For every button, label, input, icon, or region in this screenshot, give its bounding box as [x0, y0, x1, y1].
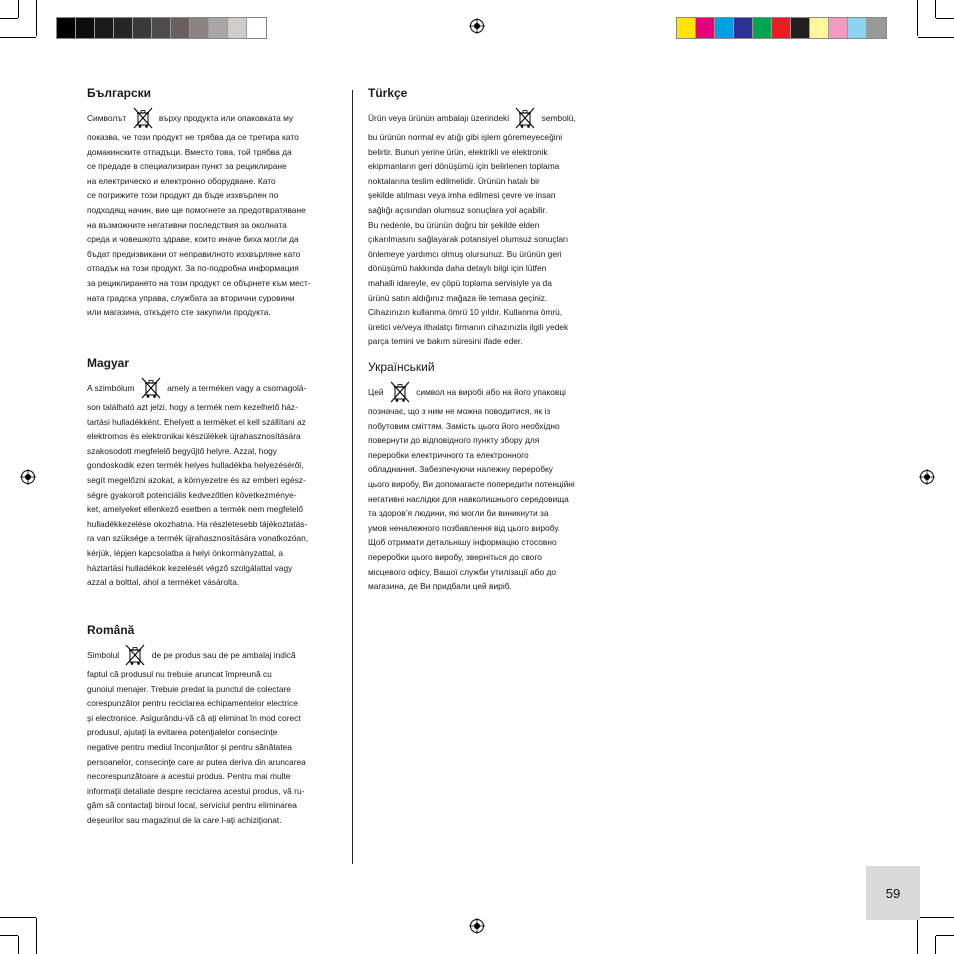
color-swatch	[696, 18, 715, 38]
registration-mark-icon	[919, 469, 935, 485]
text-line: ségre gyakorolt potenciális kedvezőtlen következménye-	[87, 489, 297, 500]
color-swatch	[114, 18, 133, 38]
text-line: ekipmanların geri dönüşümü için belirlenen toplama	[368, 161, 560, 172]
text-line: позначає, що з ним не можна поводитися, як із	[368, 406, 551, 416]
color-swatch	[57, 18, 76, 38]
text-line: necorespunzătoare a acestui produs. Pentru mai multe	[87, 771, 291, 782]
text-line: son található azt jelzi, hogy a termék nem kezelhető ház-	[87, 402, 298, 412]
text-line: bu ürünün normal ev atığı gibi işlem göremeyeceğini	[368, 132, 563, 142]
text-line: отпадък на този продукт. За по-подробна информация	[87, 263, 299, 274]
color-swatch	[209, 18, 228, 38]
text-line: обладнання. Забезпечуючи належну переробку	[368, 464, 553, 475]
text-line: szakosodott megfelelő begyűjtő helyre. Azzal, hogy	[87, 445, 277, 456]
text-line: та здоров’я людини, які могли би виникнути за	[368, 508, 549, 519]
text-line: Cihazınızın kullanma ömrü 10 yıldır. Kullanma ömrü,	[368, 307, 563, 318]
text-line: ürünü satın aldığınız mağaza ile temasa geçiniz.	[368, 292, 548, 303]
crossed-out-wheelie-bin-icon	[140, 376, 162, 400]
column-divider	[352, 90, 353, 864]
text-line: üretici ve/veya ithalatçı firmanın cihazınızla ilgili yedek	[368, 321, 569, 332]
crop-mark	[917, 918, 918, 954]
color-swatch	[76, 18, 95, 38]
page-number: 59	[866, 866, 920, 920]
text-line: показва, че този продукт не трябва да се третира като	[87, 132, 299, 142]
text-line: önlemeye yardımcı olmuş olursunuz. Bu ürünün geri	[368, 248, 562, 259]
text-line: faptul că produsul nu trebuie aruncat împreună cu	[87, 669, 272, 679]
section-body	[87, 376, 339, 590]
color-swatch	[810, 18, 829, 38]
registration-mark-icon	[469, 18, 485, 34]
crossed-out-wheelie-bin-icon	[389, 380, 411, 404]
section-body	[368, 380, 600, 594]
crossed-out-wheelie-bin-icon	[124, 643, 146, 667]
text-line: ra van szüksége a termék újrahasznosítására vonatkozóan,	[87, 533, 309, 544]
crop-mark	[36, 918, 37, 954]
crop-mark	[935, 0, 936, 18]
crop-mark	[0, 37, 36, 38]
color-swatch	[753, 18, 772, 38]
color-swatch	[95, 18, 114, 38]
section-title: Український	[368, 360, 435, 374]
color-swatch	[152, 18, 171, 38]
text-line: се предаде в специализиран пункт за рециклиране	[87, 161, 287, 172]
color-swatch	[247, 18, 266, 38]
text-line: segít megelőzni azokat, a környezetre és az emberi egész-	[87, 474, 306, 485]
registration-mark-icon	[20, 469, 36, 485]
registration-mark-icon	[469, 918, 485, 934]
text-line: среда и човешкото здраве, които иначе биха могли да	[87, 234, 299, 245]
crop-mark	[18, 936, 19, 954]
text-line: persoanelor, consecinţe care ar putea deriva din aruncarea	[87, 756, 306, 767]
text-line: şekilde atılması veya imha edilmesi çevre ve insan	[368, 190, 556, 201]
crop-mark	[936, 18, 954, 19]
section-ukrainian	[368, 360, 600, 594]
color-swatch	[677, 18, 696, 38]
text-line: на възможните негативни последствия за околната	[87, 219, 287, 230]
text-line: A szimbólum amely a terméken vagy a csomagolá-	[87, 376, 339, 400]
text-line: Simbolul de pe produs sau de pe ambalaj indică	[87, 643, 339, 667]
crop-mark	[935, 936, 936, 954]
crossed-out-wheelie-bin-icon	[514, 106, 536, 130]
left-column	[87, 86, 339, 828]
crop-mark	[918, 917, 954, 918]
crop-mark	[18, 0, 19, 18]
text-line: corespunzător pentru reciclarea echipamentelor electrice	[87, 698, 298, 709]
color-swatch	[715, 18, 734, 38]
text-line: повернути до відповідного пункту збору для	[368, 435, 540, 446]
text-line: Цей символ на виробі або на його упаковці	[368, 380, 600, 404]
cmyk-color-bar	[676, 17, 887, 39]
crop-mark	[917, 0, 918, 36]
text-line: çıkarılmasını sağlayarak potansiyel olumsuz sonuçları	[368, 234, 569, 245]
text-line: Щоб отримати детальнішу інформацію стосовно	[368, 537, 557, 548]
text-line: негативні наслідки для навколишнього середовища	[368, 493, 569, 504]
crop-mark	[0, 18, 18, 19]
text-line: dönüşümü hakkında daha detaylı bilgi için lütfen	[368, 263, 547, 274]
section-body	[87, 106, 339, 320]
section-turkish	[368, 86, 600, 360]
text-line: Символът върху продукта или опаковката му	[87, 106, 339, 130]
crop-mark	[36, 0, 37, 36]
color-swatch	[867, 18, 886, 38]
text-line: kérjük, lépjen kapcsolatba a helyi önkormányzattal, a	[87, 547, 283, 558]
section-bulgarian	[87, 86, 339, 356]
text-line: місцевого офісу, Вашої служби утилізації або до	[368, 566, 557, 577]
crossed-out-wheelie-bin-icon	[132, 106, 154, 130]
text-line: или магазина, откъдето сте закупили продукта.	[87, 307, 271, 318]
text-line: noktalarına teslim edilmelidir. Ürünün hatalı bir	[368, 175, 540, 186]
text-line: mahalli idareyle, ev çöpü toplama servisiyle ya da	[368, 277, 552, 288]
section-title: Türkçe	[368, 86, 408, 100]
text-line: переробки електричного та електронного	[368, 449, 529, 460]
section-romanian	[87, 623, 339, 828]
text-line: Bu nedenle, bu ürünün doğru bir şekilde elden	[368, 219, 540, 230]
text-line: за рециклирането на този продукт се обърнете към мест-	[87, 277, 311, 288]
text-line: ната градска управа, службата за вторични суровини	[87, 292, 295, 303]
section-title: Magyar	[87, 356, 130, 370]
text-line: бъдат предизвикани от неправилното изхвърляне като	[87, 248, 301, 259]
section-title: Română	[87, 623, 135, 637]
text-line: gondoskodik ezen termék helyes hulladékba helyezéséről,	[87, 460, 304, 471]
text-line: tartási hulladékként. Ehelyett a terméket el kell szállítani az	[87, 416, 306, 427]
text-line: gunoiul menajer. Trebuie predat la punctul de colectare	[87, 683, 291, 694]
section-title: Български	[87, 86, 152, 100]
color-swatch	[133, 18, 152, 38]
crop-mark	[918, 37, 954, 38]
text-line: háztartási hulladékok kezelését végző szolgálattal vagy	[87, 562, 293, 573]
text-line: produsul, ajutaţi la evitarea potenţialelor consecinţe	[87, 727, 278, 738]
text-line: переробки цього виробу, зверніться до свого	[368, 551, 542, 562]
text-line: подходящ начин, вие ще помогнете за предотвратяване	[87, 204, 306, 215]
color-swatch	[772, 18, 791, 38]
grayscale-color-bar	[56, 17, 267, 39]
color-swatch	[848, 18, 867, 38]
text-line: belirtir. Bunun yerine ürün, elektrikli ve elektronik	[368, 146, 548, 157]
section-hungarian	[87, 356, 339, 623]
crop-mark	[936, 935, 954, 936]
color-swatch	[829, 18, 848, 38]
text-line: магазина, де Ви придбали цей виріб.	[368, 581, 512, 592]
right-column	[368, 86, 600, 594]
text-line: ket, amelyeket ellenkező esetben a termék nem megfelelő	[87, 504, 304, 515]
crop-mark	[0, 935, 18, 936]
color-swatch	[791, 18, 810, 38]
text-line: azzal a bolttal, ahol a terméket vásárolta.	[87, 577, 240, 588]
section-body	[368, 106, 600, 349]
text-line: се погрижите този продукт да бъде изхвърлен по	[87, 190, 279, 201]
crop-mark	[0, 917, 36, 918]
text-line: цього виробу, Ви допомагаєте попередити потенційні	[368, 478, 575, 489]
text-line: informaţii detaliate despre reciclarea acestui produs, vă ru-	[87, 785, 305, 796]
section-body	[87, 643, 339, 828]
color-swatch	[734, 18, 753, 38]
text-line: negative pentru mediul înconjurător şi pentru sănătatea	[87, 741, 292, 752]
text-line: Ürün veya ürünün ambalajı üzerindeki sembolü,	[368, 106, 600, 130]
text-line: домакинските отпадъци. Вместо това, той трябва да	[87, 146, 292, 157]
text-line: deşeurilor sau magazinul de la care l-aţi achiziţionat.	[87, 814, 282, 825]
text-line: şi electronice. Asigurându-vă că aţi eliminat în mod corect	[87, 712, 301, 723]
text-line: на електрическо и електронно оборудване. Като	[87, 175, 276, 186]
text-line: parça temini ve bakım süresini ifade eder.	[368, 336, 523, 347]
text-line: găm să contactaţi biroul local, serviciul pentru eliminarea	[87, 800, 297, 811]
text-line: умов неналежного позбавлення від цього виробу.	[368, 522, 560, 533]
text-line: sağlığı açısından olumsuz sonuçlara yol açabilir.	[368, 204, 548, 215]
color-swatch	[190, 18, 209, 38]
text-line: hulladékkezelése okozhatna. Ha részletesebb tájékoztatás-	[87, 518, 308, 529]
color-swatch	[171, 18, 190, 38]
text-line: elektromos és elektronikai készülékek újrahasznosítására	[87, 431, 301, 442]
text-line: побутовим сміттям. Замість цього його необхідно	[368, 420, 560, 431]
color-swatch	[228, 18, 247, 38]
